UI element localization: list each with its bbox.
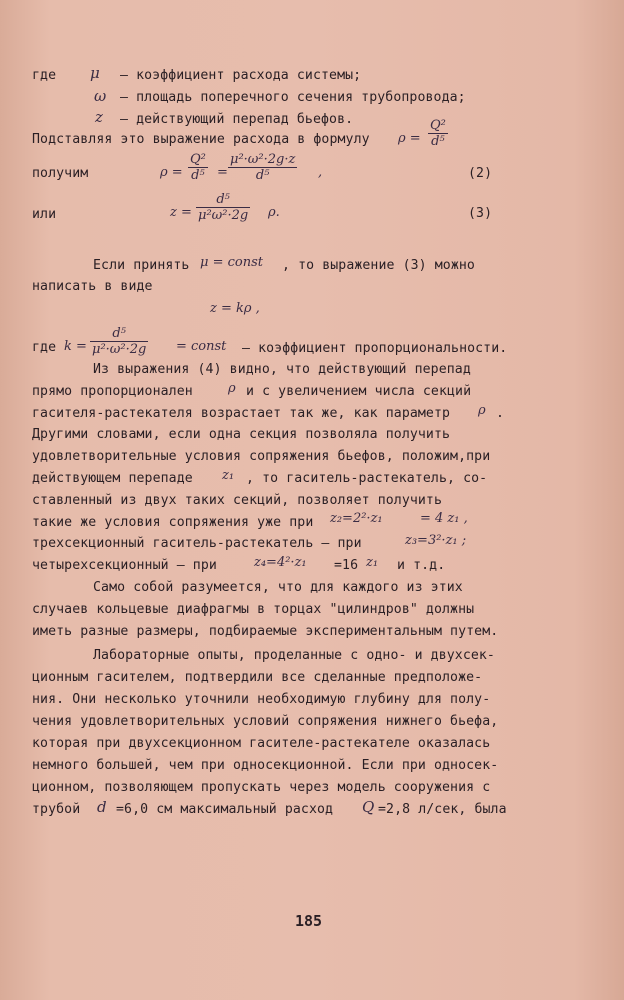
- formula-mu-const: μ = const: [200, 255, 263, 270]
- text-line: Лабораторные опыты, проделанные с одно- и двухсек-: [93, 648, 495, 663]
- formula-rho: ρ: [478, 403, 486, 418]
- formula-mu: μ: [90, 64, 100, 82]
- text-line: Подставляя это выражение расхода в формулу: [32, 132, 370, 147]
- text-line: чения удовлетворительных условий сопряжения нижнего бьефа,: [32, 714, 499, 729]
- text-line: написать в виде: [32, 279, 153, 294]
- text-line: где: [32, 340, 57, 355]
- text-line: которая при двухсекционном гасителе-растекателе оказалась: [32, 736, 491, 751]
- formula-z-lhs: z =: [170, 205, 192, 220]
- text-line: ционном, позволяющем пропускать через модель сооружения с: [32, 780, 491, 795]
- formula-rho: ρ: [228, 381, 236, 396]
- text-line: где: [32, 68, 57, 83]
- equation-tag: (3): [468, 206, 493, 221]
- formula-d: d: [97, 798, 107, 816]
- text-line: прямо пропорционален: [32, 384, 193, 399]
- text-line: трубой: [32, 802, 81, 817]
- formula-const: = const: [176, 339, 227, 354]
- text-line: удовлетворительные условия сопряжения бьефов, положим,при: [32, 449, 491, 464]
- formula-rho-lhs: ρ =: [160, 165, 183, 180]
- text-line: =6,0 см максимальный расход: [116, 802, 334, 817]
- formula-fraction: $\frac{\text{d⁵}}{\text{μ²ω²·2g}}$: [198, 192, 249, 223]
- text-line: – коэффициент расхода системы;: [120, 68, 362, 83]
- text-line: случаев кольцевые диафрагмы в торцах "цилиндров" должны: [32, 602, 475, 617]
- text-line: действующем перепаде: [32, 471, 193, 486]
- text-line: – действующий перепад бьефов.: [120, 112, 354, 127]
- formula-z-krho: z = kρ ,: [210, 301, 260, 316]
- formula-z3: z₃=3²·z₁ ;: [405, 533, 467, 548]
- formula-rho: ρ.: [268, 205, 280, 220]
- page-number: 185: [295, 912, 323, 930]
- text-line: и с увеличением числа секций: [246, 384, 472, 399]
- text-line: и т.д.: [397, 558, 446, 573]
- text-line: четырехсекционный – при: [32, 558, 217, 573]
- formula-fraction: $\frac{\text{Q²}}{\text{d⁵}}$: [190, 152, 206, 183]
- formula-omega: ω: [94, 87, 107, 105]
- formula-k-lhs: k =: [64, 339, 87, 354]
- text-line: или: [32, 207, 57, 222]
- formula-fraction: $\frac{\text{Q²}}{\text{d⁵}}$: [430, 118, 446, 149]
- text-line: =2,8 л/сек, была: [378, 802, 507, 817]
- text-line: немного большей, чем при односекционной. Если при односек-: [32, 758, 499, 773]
- formula-fraction: $\frac{\text{d⁵}}{\text{μ²·ω²·2g}}$: [92, 326, 147, 357]
- text-line: ционным гасителем, подтвердили все сделанные предположе-: [32, 670, 483, 685]
- text-line: Из выражения (4) видно, что действующий перепад: [93, 362, 471, 377]
- text-line: трехсекционный гаситель-растекатель – при: [32, 536, 362, 551]
- text-line: , то гаситель-растекатель, со-: [246, 471, 488, 486]
- formula-z2: z₂=2²·z₁: [330, 511, 383, 526]
- formula-4z1: = 4 z₁ ,: [420, 511, 468, 526]
- text-line: получим: [32, 166, 89, 181]
- text-line: , то выражение (3) можно: [282, 258, 475, 273]
- text-line: – площадь поперечного сечения трубопровода;: [120, 90, 466, 105]
- text-line: ставленный из двух таких секций, позволяет получить: [32, 493, 443, 508]
- text-line: Другими словами, если одна секция позволяла получить: [32, 427, 451, 442]
- formula-z1: z₁: [222, 468, 235, 483]
- formula-equals: =: [217, 165, 228, 180]
- formula-Q: Q: [362, 798, 375, 816]
- text-line: Если принять: [93, 258, 190, 273]
- formula-comma: ,: [318, 165, 323, 180]
- formula-z: z: [95, 108, 103, 126]
- text-line: ния. Они несколько уточнили необходимую глубину для полу-: [32, 692, 491, 707]
- formula-z1: z₁: [366, 555, 379, 570]
- text-line: иметь разные размеры, подбираемые экспериментальным путем.: [32, 624, 499, 639]
- text-line: такие же условия сопряжения уже при: [32, 515, 314, 530]
- text-line: гасителя-растекателя возрастает так же, как параметр: [32, 406, 451, 421]
- equation-tag: (2): [468, 166, 493, 181]
- text-line: =16: [334, 558, 359, 573]
- text-line: Само собой разумеется, что для каждого из этих: [93, 580, 463, 595]
- formula-z4: z₄=4²·z₁: [254, 555, 307, 570]
- formula-fraction: $\frac{\text{μ²·ω²·2g·z}}{\text{d⁵}}$: [230, 152, 296, 183]
- text-line: – коэффициент пропорциональности.: [242, 341, 508, 356]
- formula-rho-lhs: ρ =: [398, 131, 421, 146]
- text-line: .: [496, 406, 505, 421]
